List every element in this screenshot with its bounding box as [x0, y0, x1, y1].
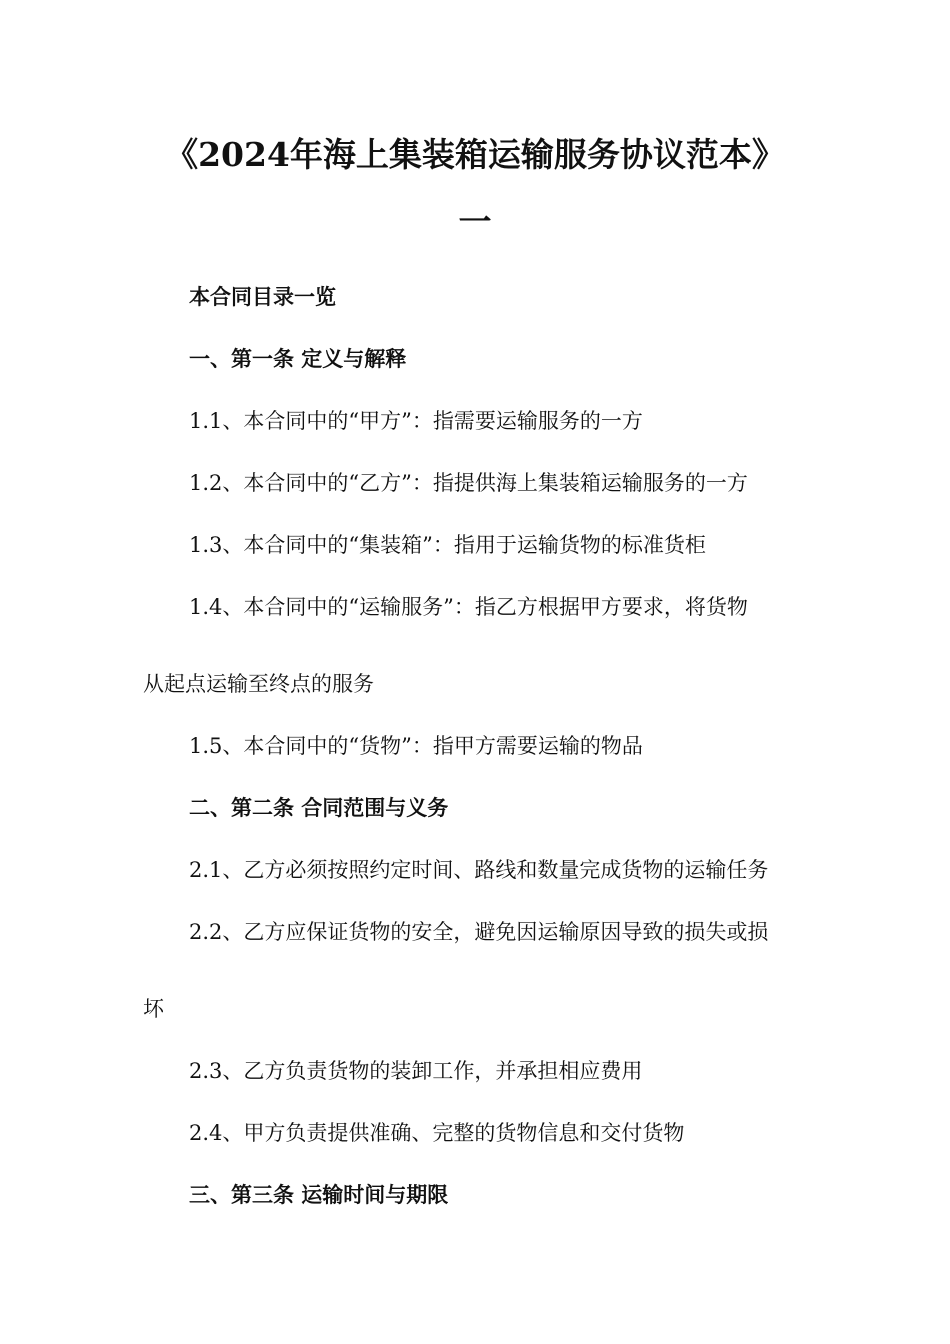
clause-1-4-continuation: 从起点运输至终点的服务	[143, 672, 374, 696]
section-heading-3: 三、第三条 运输时间与期限	[189, 1182, 449, 1207]
clause-2-4: 2.4、甲方负责提供准确、完整的货物信息和交付货物	[189, 1121, 685, 1145]
clause-1-4: 1.4、本合同中的“运输服务”：指乙方根据甲方要求，将货物	[189, 595, 748, 619]
clause-2-3: 2.3、乙方负责货物的装卸工作，并承担相应费用	[189, 1059, 643, 1083]
clause-1-1: 1.1、本合同中的“甲方”：指需要运输服务的一方	[189, 409, 643, 433]
clause-1-3: 1.3、本合同中的“集装箱”：指用于运输货物的标准货柜	[189, 533, 706, 557]
section-heading-1: 一、第一条 定义与解释	[189, 346, 407, 371]
document-title: 《2024年海上集装箱运输服务协议范本》	[165, 135, 785, 174]
clause-2-1: 2.1、乙方必须按照约定时间、路线和数量完成货物的运输任务	[189, 858, 769, 882]
toc-heading: 本合同目录一览	[189, 284, 336, 309]
clause-2-2-continuation: 坏	[143, 997, 164, 1021]
section-heading-2: 二、第二条 合同范围与义务	[189, 795, 449, 820]
clause-1-2: 1.2、本合同中的“乙方”：指提供海上集装箱运输服务的一方	[189, 471, 748, 495]
clause-2-2: 2.2、乙方应保证货物的安全，避免因运输原因导致的损失或损	[189, 920, 769, 944]
document-title-continuation: 一	[458, 202, 492, 241]
clause-1-5: 1.5、本合同中的“货物”：指甲方需要运输的物品	[189, 734, 643, 758]
